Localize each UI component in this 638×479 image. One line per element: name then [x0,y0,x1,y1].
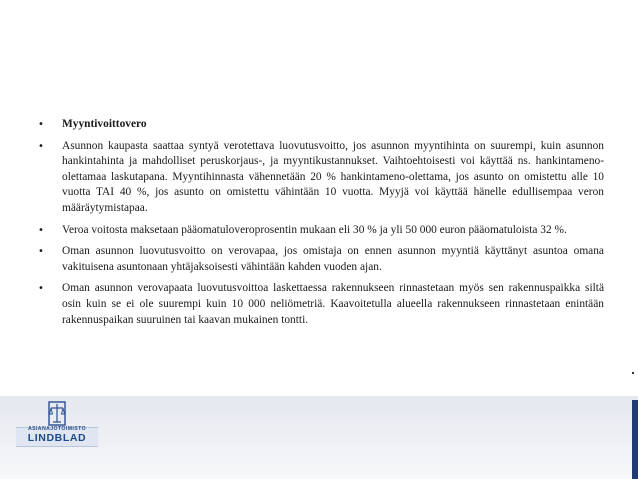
bullet-item [38,281,604,328]
logo-subtitle: ASIANAJOTOIMISTO [27,426,87,432]
bullet-text: Asunnon kaupasta saattaa syntyä verotettava luovutusvoitto, jos asunnon myyntihinta on suurempi, kuin asunnon hankintahinta ja mahdolliset peruskorjaus-, ja myyntikustannukset. Vaihtoehtoisesti voi käyttää ns. hankintameno-olettamaa laskutapana. Myyntihinnasta vähennetään 20 % hankintameno-olettama, jos asunto on omistettu alle 10 vuotta TAI 40 %, jos asunto on omistettu vähintään 10 vuotta. Myyjä voi käyttää hänelle edullisempaa veron määräytymistapaa. [62,139,604,214]
bullet-dot-icon: • [38,246,44,258]
bullet-item [38,223,604,239]
bullet-item [38,244,604,275]
footer-edge-strip [632,400,638,479]
bullet-item-heading [38,117,604,133]
bullet-dot-icon: • [38,119,44,130]
bullet-text: Myyntivoittovero [62,118,147,130]
bullet-item [38,139,604,217]
bullet-dot-icon: • [38,140,44,152]
bullet-list [38,117,604,328]
logo-name: LINDBLAD [27,432,87,444]
edge-mark [632,372,634,374]
bullet-text: Oman asunnon luovutusvoitto on verovapaa, jos omistaja on ennen asunnon myyntiä käyttänyt asuntoa omana vakituisena asuntonaan yhtäjaksoisesti vähintään kahden vuoden ajan. [62,245,604,273]
bullet-dot-icon: • [38,224,44,236]
bullet-dot-icon: • [38,283,44,295]
bullet-text: Veroa voitosta maksetaan pääomatuloveroprosentin mukaan eli 30 % ja yli 50 000 euron pääomatuloista 32 %. [62,223,567,236]
bullet-text: Oman asunnon verovapaata luovutusvoittoa laskettaessa rakennukseen rinnastetaan myös sen rakennuspaikka siltä osin kuin se ei ole suurempi kuin 10 000 neliömetriä. Kaavoitetulla alueella rakennukseen rinnastetaan enintään rakennuspaikan suuruinen tai kaavan mukainen tontti. [62,282,604,326]
